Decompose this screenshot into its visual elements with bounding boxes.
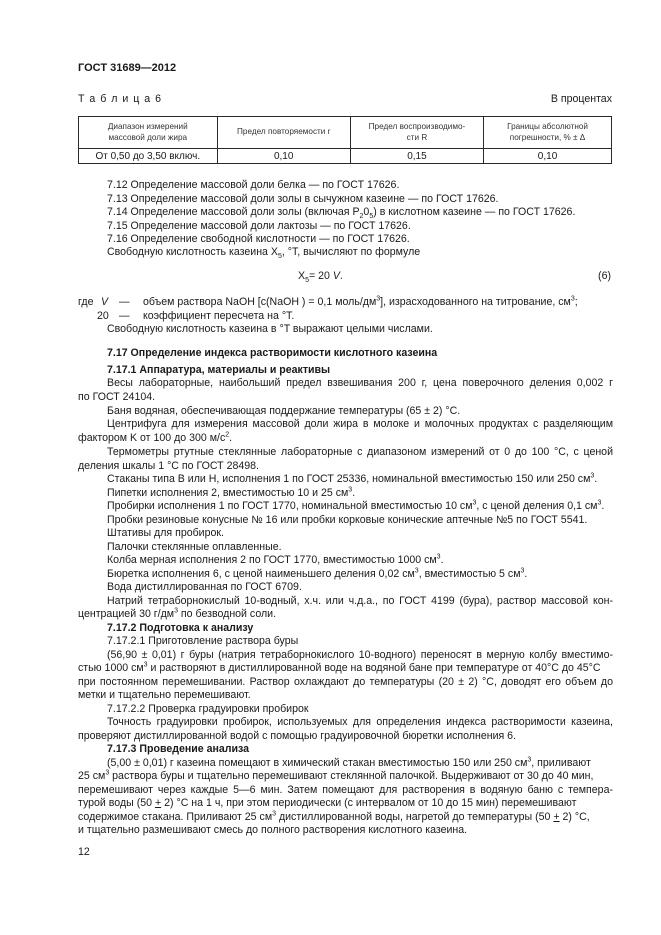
- subsection-title: 7.17.2.2 Проверка градуировки пробирок: [107, 703, 309, 715]
- paragraph: Весы лабораторные, наибольший предел взвешивания 200 г, цена поверочного деления 0,002 г: [107, 377, 613, 389]
- where-dash: —: [119, 310, 130, 322]
- where-symbol: V: [101, 296, 109, 308]
- table-cell: 0,10: [484, 149, 612, 164]
- paragraph: 7.12 Определение массовой доли белка — по ГОСТ 17626.: [107, 179, 400, 191]
- table-cell: От 0,50 до 3,50 включ.: [79, 149, 218, 164]
- subsection-title: 7.17.2 Подготовка к анализу: [107, 622, 254, 634]
- paragraph: фактором K от 100 до 300 $м/с^2$.: [78, 431, 233, 444]
- paragraph: Свободную кислотность казеина в °T выражают целыми числами.: [107, 323, 433, 335]
- document-header: ГОСТ 31689—2012: [78, 62, 177, 74]
- table-unit: В процентах: [550, 93, 612, 105]
- where-definition: объем раствора NaOH [c(NaOH ) = 0,1 моль/$дм^3$], израсходованного на титрование, $см^3$;: [143, 295, 578, 308]
- paragraph: Точность градуировки пробирок, используемых для определения индекса растворимости казеина,: [107, 716, 613, 728]
- paragraph: 7.14 Определение массовой доли золы (включая $P_20_5$) в кислотном казеине — по ГОСТ 17626.: [107, 206, 576, 221]
- paragraph: стью 1000 $см^3$ и растворяют в дистиллированной воде на водяной бане при температуре от 40°C до 45°C: [78, 661, 601, 674]
- where-symbol: 20: [97, 310, 109, 322]
- paragraph: Палочки стеклянные оплавленные.: [107, 541, 282, 553]
- paragraph: Натрий тетраборнокислый 10-водный, х.ч. или ч.д.а., по ГОСТ 4199 (бура), раствор массовой кон-: [107, 595, 613, 607]
- paragraph: (56,90 ± 0,01) г буры (натрия тетраборнокислого 10-водного) переносят в мерную колбу вместимо-: [107, 649, 613, 661]
- paragraph: Бюретка исполнения 6, с ценой наименьшего деления 0,02 $см^3$, вместимостью 5 $см^3$.: [107, 567, 528, 580]
- subsection-title: 7.17.1 Аппаратура, материалы и реактивы: [107, 364, 331, 376]
- paragraph: метки и тщательно перемешивают.: [78, 689, 251, 701]
- paragraph: Свободную кислотность казеина $X_5$, °T, вычисляют по формуле: [107, 246, 421, 261]
- paragraph: Штативы для пробирок.: [107, 527, 224, 539]
- paragraph: перемешивают через каждые 5—6 мин. Затем помещают для растворения в водяную баню с темпера-: [78, 784, 613, 796]
- table-header-row: [79, 117, 612, 149]
- subsection-title: 7.17.3 Проведение анализа: [107, 743, 250, 755]
- paragraph: и тщательно размешивают смесь до полного растворения кислотного казеина.: [78, 824, 468, 836]
- column-header: Предел воспроизводимо- сти R: [350, 117, 483, 149]
- paragraph: Пробки резиновые конусные № 16 или пробки корковые конические аптечные №5 по ГОСТ 5541.: [107, 514, 588, 526]
- paragraph: центрацией 30 $г/дм^3$ по безводной соли.: [78, 607, 277, 620]
- paragraph: по ГОСТ 24104.: [78, 391, 156, 403]
- paragraph: Пробирки исполнения 1 по ГОСТ 1770, номинальной вместимостью 10 $см^3$, с ценой деления 0,1 $см^3$.: [107, 499, 605, 512]
- paragraph: Колба мерная исполнения 2 по ГОСТ 1770, вместимостью 1000 $см^3$.: [107, 553, 444, 566]
- table-row: [79, 149, 612, 164]
- paragraph: турой воды (50 + 2) °C на 1 ч, при этом периодически (с интервалом от 10 до 15 мин) перемешивают: [78, 797, 577, 809]
- paragraph: Баня водяная, обеспечивающая поддержание температуры (65 ± 2) °C.: [107, 405, 461, 417]
- column-header: Диапазон измерений массовой доли жира: [79, 117, 218, 149]
- paragraph: Пипетки исполнения 2, вместимостью 10 и 25 $см^3$.: [107, 486, 356, 499]
- paragraph: 25 $см^3$ раствора буры и тщательно перемешивают стеклянной палочкой. Выдерживают от 30 до 40 мин,: [78, 769, 594, 782]
- where-dash: —: [119, 296, 130, 308]
- formula: $X_5= 20$ V.: [298, 270, 343, 285]
- data-table: [78, 116, 612, 164]
- where-label: где: [78, 296, 94, 308]
- column-header: Границы абсолютной погрешности, % ± Δ: [484, 117, 612, 149]
- table-caption: Т а б л и ц а 6: [78, 93, 162, 105]
- paragraph: 7.13 Определение массовой доли золы в сычужном казеине — по ГОСТ 17626.: [107, 193, 499, 205]
- paragraph: 7.16 Определение свободной кислотности — по ГОСТ 17626.: [107, 233, 410, 245]
- paragraph: Вода дистиллированная по ГОСТ 6709.: [107, 581, 302, 593]
- paragraph: Термометры ртутные стеклянные лабораторные с диапазоном измерений от 0 до 100 °C, с ценой: [107, 446, 613, 458]
- paragraph: Центрифуга для измерения массовой доли жира в молоке и молочных продуктах с разделяющим: [107, 418, 613, 430]
- column-header: Предел повторяемости r: [217, 117, 350, 149]
- paragraph: содержимое стакана. Приливают 25 $см^3$ дистиллированной воды, нагретой до температуры (50 + 2) °C,: [78, 810, 590, 823]
- paragraph: Стаканы типа В или Н, исполнения 1 по ГОСТ 25336, номинальной вместимостью 150 или 250 $см^3$.: [107, 472, 598, 485]
- page-number: 12: [78, 846, 90, 858]
- paragraph: при постоянном перемешивании. Раствор охлаждают до температуры (20 ± 2) °C, доводят его объем до: [78, 676, 613, 688]
- table-cell: 0,15: [350, 149, 483, 164]
- table-cell: 0,10: [217, 149, 350, 164]
- formula-number: (6): [598, 270, 611, 282]
- paragraph: деления шкалы 1 °C по ГОСТ 28498.: [78, 460, 259, 472]
- paragraph: 7.15 Определение массовой доли лактозы — по ГОСТ 17626.: [107, 220, 411, 232]
- subsection-title: 7.17.2.1 Приготовление раствора буры: [107, 635, 299, 647]
- paragraph: (5,00 ± 0,01) г казеина помещают в химический стакан вместимостью 150 или 250 $см^3$, приливают: [107, 756, 591, 769]
- where-definition: коэффициент пересчета на °T.: [143, 310, 295, 322]
- paragraph: проверяют дистиллированной водой с помощью градуировочной бюретки исполнения 6.: [78, 730, 517, 742]
- section-title: 7.17 Определение индекса растворимости кислотного казеина: [107, 347, 438, 359]
